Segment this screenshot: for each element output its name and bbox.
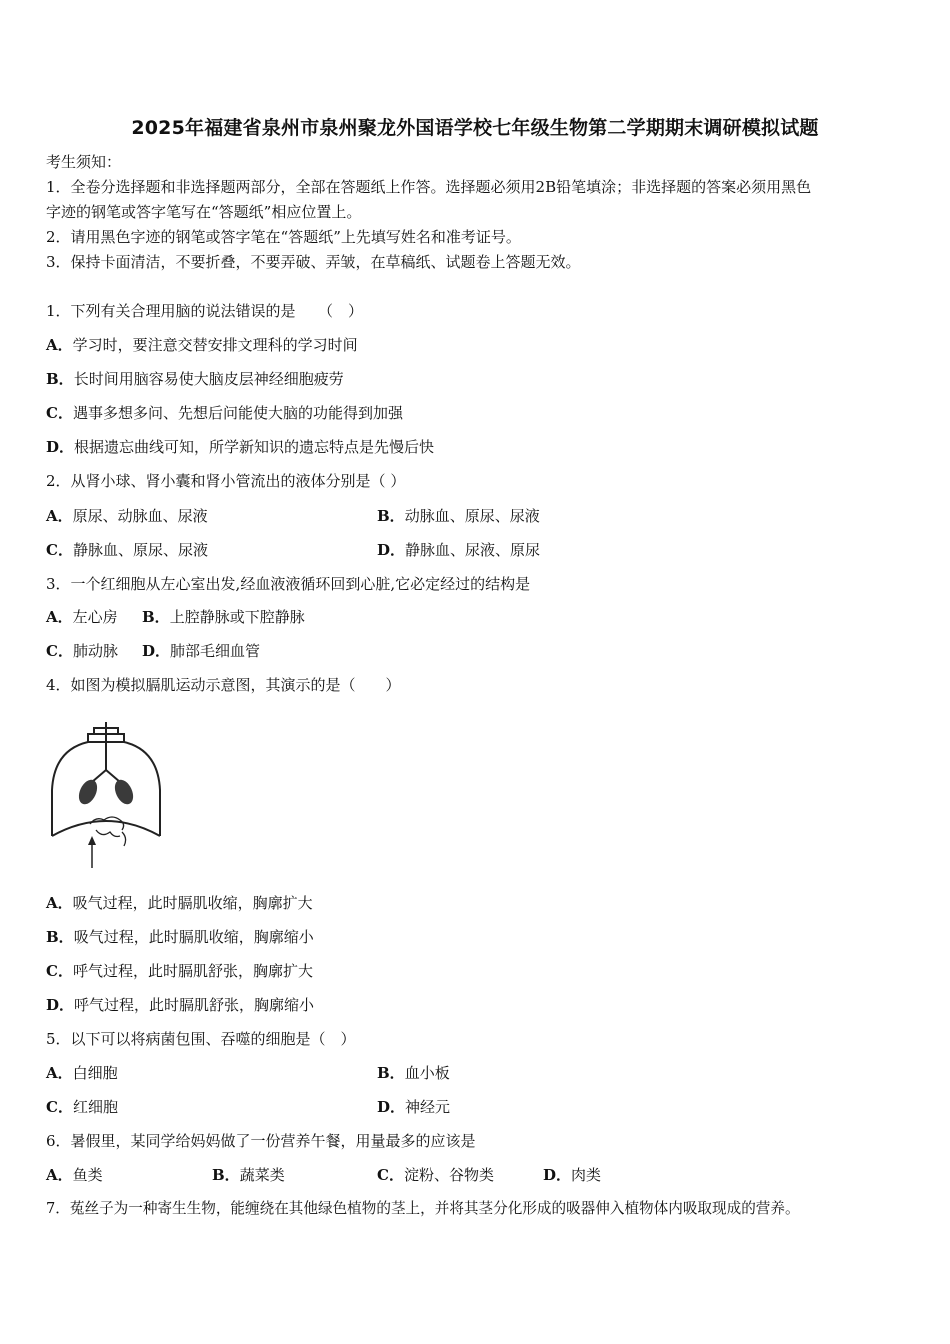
option-text: 学习时，要注意交替安排文理科的学习时间	[72, 336, 358, 354]
option-label: B．	[46, 928, 74, 946]
option-label: A．	[46, 608, 73, 626]
question-1-option-d	[46, 437, 434, 457]
option-text: 蔬菜类	[239, 1166, 285, 1184]
balloon-left	[75, 777, 100, 807]
option-label: C．	[377, 1166, 404, 1184]
option-text: 淀粉、谷物类	[403, 1166, 494, 1184]
question-2-option-c	[46, 540, 208, 560]
option-text: 吸气过程，此时膈肌收缩，胸廓扩大	[72, 894, 313, 912]
page-title: 2025年福建省泉州市泉州聚龙外国语学校七年级生物第二学期期末调研模拟试题	[131, 117, 819, 139]
option-text: 吸气过程，此时膈肌收缩，胸廓缩小	[73, 928, 314, 946]
question-4-option-c	[46, 961, 313, 981]
option-label: B．	[212, 1166, 240, 1184]
question-2-option-a	[46, 506, 208, 526]
option-label: D．	[377, 541, 406, 559]
option-label: B．	[377, 507, 405, 525]
option-text: 肺动脉	[72, 642, 118, 660]
option-label: A．	[46, 507, 73, 525]
option-text: 神经元	[405, 1098, 451, 1116]
question-5-option-d	[377, 1097, 450, 1117]
option-text: 呼气过程，此时膈肌舒张，胸廓缩小	[74, 996, 315, 1014]
notice-item: 字迹的钢笔或答字笔写在“答题纸”相应位置上。	[46, 203, 362, 221]
option-text: 根据遗忘曲线可知，所学新知识的遗忘特点是先慢后快	[74, 438, 435, 456]
option-text: 血小板	[404, 1064, 450, 1082]
option-label: A．	[46, 1064, 73, 1082]
option-label: D．	[46, 996, 75, 1014]
question-4-option-d	[46, 995, 314, 1015]
option-label: B．	[46, 370, 74, 388]
option-text: 肺部毛细血管	[170, 642, 261, 660]
option-label: C．	[46, 1098, 73, 1116]
question-5-option-c	[46, 1097, 118, 1117]
question-6-option-c	[377, 1165, 494, 1185]
pull-arrow-head	[88, 836, 96, 845]
option-text: 静脉血、原尿、尿液	[72, 541, 208, 559]
question-3-option-c	[46, 641, 118, 661]
question-1-stem: 1．下列有关合理用脑的说法错误的是 （ ）	[46, 302, 364, 320]
option-text: 白细胞	[72, 1064, 118, 1082]
option-label: C．	[46, 404, 73, 422]
option-text: 上腔静脉或下腔静脉	[169, 608, 305, 626]
question-2-option-b	[377, 506, 540, 526]
question-4-option-a	[46, 893, 313, 913]
notice-heading: 考生须知：	[46, 153, 122, 171]
notice-item: 3．保持卡面清洁，不要折叠，不要弄破、弄皱，在草稿纸、试题卷上答题无效。	[46, 253, 581, 271]
option-label: D．	[142, 642, 171, 660]
question-3-option-a	[46, 607, 118, 627]
option-label: B．	[377, 1064, 405, 1082]
question-3-option-b	[142, 607, 305, 627]
diaphragm-model-figure	[44, 720, 168, 870]
option-label: D．	[377, 1098, 406, 1116]
option-label: D．	[46, 438, 75, 456]
question-3-stem: 3．一个红细胞从左心室出发,经血液液循环回到心脏,它必定经过的结构是	[46, 575, 531, 593]
question-5-stem: 5．以下可以将病菌包围、吞噬的细胞是（ ）	[46, 1030, 356, 1048]
option-text: 长时间用脑容易使大脑皮层神经细胞疲劳	[73, 370, 344, 388]
option-label: A．	[46, 1166, 73, 1184]
option-label: A．	[46, 336, 73, 354]
question-5-option-a	[46, 1063, 118, 1083]
option-label: C．	[46, 541, 73, 559]
option-text: 红细胞	[72, 1098, 118, 1116]
question-7-stem: 7．菟丝子为一种寄生生物，能缠绕在其他绿色植物的茎上，并将其茎分化形成的吸器伸入植物体内吸取现成的营养。	[46, 1200, 800, 1217]
option-text: 动脉血、原尿、尿液	[404, 507, 540, 525]
option-text: 左心房	[72, 608, 118, 626]
question-6-option-d	[543, 1165, 601, 1185]
option-text: 鱼类	[72, 1166, 103, 1184]
question-1-option-c	[46, 403, 403, 423]
balloon-right	[111, 777, 136, 807]
question-2-option-d	[377, 540, 540, 560]
question-6-stem: 6．暑假里，某同学给妈妈做了一份营养午餐，用量最多的应该是	[46, 1132, 476, 1150]
option-text: 遇事多想多问、先想后问能使大脑的功能得到加强	[72, 404, 403, 422]
option-text: 静脉血、尿液、原尿	[405, 541, 541, 559]
notice-item: 1．全卷分选择题和非选择题两部分，全部在答题纸上作答。选择题必须用2B铅笔填涂；非选择题的答案必须用黑色	[46, 178, 812, 196]
trachea-split-right	[106, 770, 120, 782]
option-text: 原尿、动脉血、尿液	[72, 507, 208, 525]
question-6-option-a	[46, 1165, 103, 1185]
trachea-split-left	[92, 770, 106, 782]
question-3-option-d	[142, 641, 260, 661]
question-4-stem: 4．如图为模拟膈肌运动示意图，其演示的是（ ）	[46, 676, 401, 694]
option-label: B．	[142, 608, 170, 626]
question-4-option-b	[46, 927, 314, 947]
question-5-option-b	[377, 1063, 450, 1083]
question-6-option-b	[212, 1165, 285, 1185]
question-1-option-b	[46, 369, 344, 389]
option-label: A．	[46, 894, 73, 912]
option-label: C．	[46, 642, 73, 660]
option-label: D．	[543, 1166, 572, 1184]
question-1-option-a	[46, 335, 358, 355]
question-2-stem: 2．从肾小球、肾小囊和肾小管流出的液体分别是（ ）	[46, 472, 406, 490]
notice-item: 2．请用黑色字迹的钢笔或答字笔在“答题纸”上先填写姓名和准考证号。	[46, 228, 521, 246]
option-text: 肉类	[571, 1166, 602, 1184]
option-text: 呼气过程，此时膈肌舒张，胸廓扩大	[72, 962, 313, 980]
option-label: C．	[46, 962, 73, 980]
